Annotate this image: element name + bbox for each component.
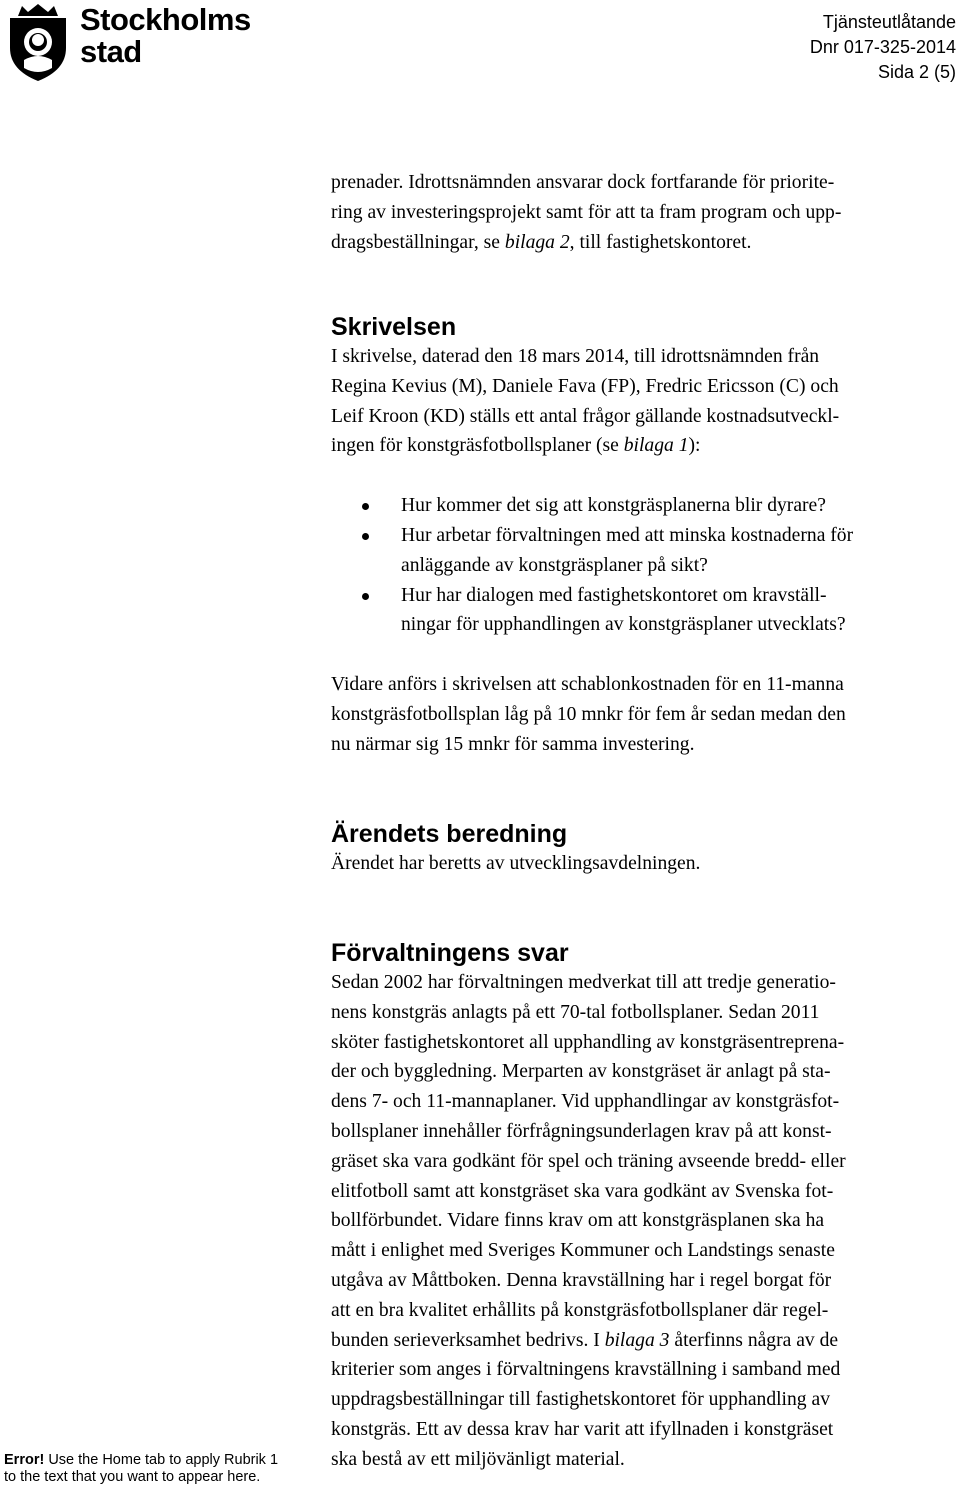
skrivelsen-line-3: Leif Kroon (KD) ställs ett antal frågor gällande kostnadsutveckl- <box>331 405 840 427</box>
beredning-text: Ärendet har beretts av utvecklingsavdelningen. <box>331 853 701 874</box>
logo-wordmark <box>80 4 251 68</box>
city-crest-icon <box>4 2 72 82</box>
bilaga-2-reference: bilaga 2 <box>504 231 570 253</box>
intro-line-2: ring av investeringsprojekt samt för att ta fram program och upp- <box>331 201 842 223</box>
bullet-icon <box>362 503 369 510</box>
heading-forvaltningens-svar: Förvaltningens svar <box>331 939 569 967</box>
skrivelsen-paragraph-2: Vidare anförs i skrivelsen att schablonkostnaden för en 11-manna konstgräsfotbollsplan låg på 10 mnkr för fem år sedan medan den nu närmar sig 15 mnkr för samma investering. <box>331 674 846 755</box>
skrivelsen-line-1: I skrivelse, daterad den 18 mars 2014, till idrottsnämnden från <box>331 346 820 367</box>
svar-paragraph: Sedan 2002 har förvaltningen medverkat till att tredje generatio- nens konstgräs anlagts på ett 70-tal fotbollsplaner. Sedan 2011 sköter fastighetskontoret all upphandling av konstgräsentreprena- der och byggledning. Merparten av konstgräset är anlagt på sta- dens 7- och 11-mannaplaner. Vid upphandlingar av konstgräsfot- bollsplaner innehåller förfrågningsunderlagen krav på att konst- gräset ska vara godkänt för spel och träning avseende bredd- eller elitfotboll samt att konstgräset ska vara godkänt av Svenska fot- bollförbundet. Vidare finns krav om att konstgräsplanen ska ha mått i enlighet med Sveriges Kommuner och Landstings senaste utgåva av Måttboken. Denna kravställning har i regel borgat för att en bra kvalitet erhållits på konstgräsfotbollsplaner där regel- bunden serieverksamhet bedrivs. I bilaga 3 återfinns några av de kriterier som anges i förvaltningens kravställning i samband med uppdragsbeställningar till fastighetskontoret för upphandling av konstgräs. Ett av dessa krav har varit att ifyllnaden i konstgräset ska bestå av ett miljövänligt material. <box>331 972 846 1470</box>
question-list <box>331 491 957 640</box>
skrivelsen-line-4: ingen för konstgräsfotbollsplaner (se bilaga 1): <box>331 435 701 457</box>
list-item: Hur kommer det sig att konstgräsplanerna blir dyrare? <box>331 491 957 521</box>
document-type: Tjänsteutlåtande <box>822 12 956 32</box>
intro-line-3: dragsbeställningar, se bilaga 2, till fastighetskontoret. <box>331 231 752 253</box>
bullet-icon <box>362 533 369 540</box>
heading-skrivelsen: Skrivelsen <box>331 313 457 341</box>
logo-text-line1: Stockholms <box>80 2 251 37</box>
intro-paragraph <box>331 168 957 257</box>
list-item: Hur arbetar förvaltningen med att minska kostnaderna för anläggande av konstgräsplaner på sikt? <box>331 521 957 581</box>
bilaga-1-reference: bilaga 1 <box>623 435 689 457</box>
list-item: Hur har dialogen med fastighetskontoret om kravställ- ningar för upphandlingen av konstgräsplaner utvecklats? <box>331 581 957 641</box>
intro-line-1: prenader. Idrottsnämnden ansvarar dock fortfarande för priorite- <box>331 172 835 193</box>
section-forvaltningens-svar <box>331 938 957 1475</box>
bilaga-3-reference: bilaga 3 <box>604 1329 670 1351</box>
document-dnr: Dnr 017-325-2014 <box>809 37 956 57</box>
document-meta <box>810 10 956 85</box>
skrivelsen-line-2: Regina Kevius (M), Daniele Fava (FP), Fredric Ericsson (C) och <box>331 375 839 397</box>
section-skrivelsen <box>331 312 957 760</box>
stockholms-stad-logo <box>4 2 251 82</box>
bullet-icon <box>362 593 369 600</box>
footer-error-message: Error! Use the Home tab to apply Rubrik 1 to the text that you want to appear here. <box>4 1452 279 1485</box>
logo-text-line2: stad <box>80 34 142 69</box>
section-beredning <box>331 819 957 879</box>
heading-beredning: Ärendets beredning <box>331 820 568 848</box>
page-number: Sida 2 (5) <box>877 62 956 82</box>
